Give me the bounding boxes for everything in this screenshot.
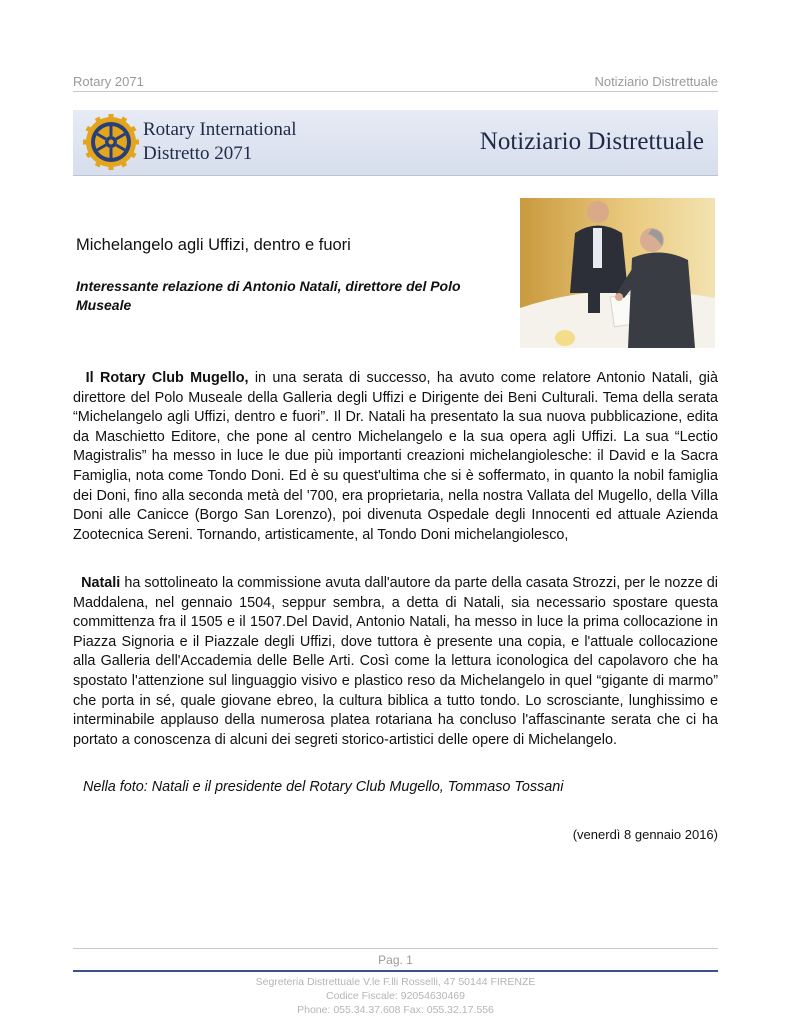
paragraph-2-text: ha sottolineato la commissione avuta dall'autore da parte della casata Strozzi, per le nozze di Maddalena, nel gennaio 1504, seppur sembra, a detta di Natali, sia necessario spostare questa committenza fra il 1505 e il 1507.Del David, Antonio Natali, ha messo in luce la prima collocazione in Piazza Signoria e il Piazzale degli Uffizi, dove tuttora è presente una copia, e l'attuale collocazione alla Galleria dell'Accademia delle Belle Arti. Così come la lettura iconologica del capolavoro che ha spostato l'attenzione sul linguaggio visivo e plastico reso da Michelangelo in quel “gigante di marmo” che porta in sé, quale giovane ebreo, la cultura biblica a tutto tondo. Lo scrosciante, lunghissimo e interminabile applauso della numerosa platea rotariana ha concluso l'affascinante serata che ci ha portato a conoscenza di alcuni dei segreti storico-artistici delle opere di Michelangelo.: [73, 575, 718, 748]
rotary-wheel-icon: [83, 114, 139, 170]
article-photo: [520, 198, 715, 348]
header-divider: [73, 91, 718, 92]
header-right-text: Notiziario Distrettuale: [594, 74, 718, 89]
footer-address: Segreteria Distrettuale V.le F.lli Rosselli, 47 50144 FIRENZE: [255, 976, 536, 988]
footer-phone: Phone: 055.34.37.608 Fax: 055.32.17.556: [297, 1004, 494, 1016]
newsletter-title: Notiziario Distrettuale: [479, 128, 704, 155]
article-paragraph-2: [73, 574, 718, 750]
district-name: Distretto 2071: [143, 143, 253, 164]
article-subtitle: Interessante relazione di Antonio Natali, direttore del Polo Museale: [76, 278, 461, 313]
page-number: Pag. 1: [378, 953, 413, 967]
paragraph-1-lead: Il Rotary Club Mugello,: [85, 370, 249, 386]
organization-name: Rotary International: [143, 119, 297, 140]
newsletter-banner: [73, 110, 718, 176]
header-left-text: Rotary 2071: [73, 74, 144, 89]
article-date: (venerdì 8 gennaio 2016): [572, 827, 718, 842]
footer-divider: [73, 948, 718, 949]
paragraph-1-text: in una serata di successo, ha avuto come relatore Antonio Natali, già direttore del Polo Museale della Galleria degli Uffizi e Dirigente dei Beni Culturali. Tema della serata “Michelangelo agli Uffizi, dentro e fuori”. Il Dr. Natali ha presentato la sua nuova pubblicazione, edita da Maschietto Editore, che pone al centro Michelangelo e la sua opera agli Uffizi. La sua “Lectio Magistralis” ha messo in luce le due più importanti creazioni michelangiolesche: il David e la Sacra Famiglia, nota come Tondo Doni. Ed è su quest'ultima che si è soffermato, in quanto la nobil famiglia dei Doni, fino alla seconda metà del '700, era proprietaria, nella nostra Vallata del Mugello, della Villa Doni alle Canicce (Borgo San Lorenzo), poi divenuta Ospedale degli Innocenti ed attuale Azienda Zootecnica Sereni. Tornando, artisticamente, al Tondo Doni michelangiolesco,: [73, 370, 718, 543]
footer-accent-line: [73, 970, 718, 972]
footer-fiscal-code: Codice Fiscale: 92054630469: [326, 990, 465, 1002]
article-title: Michelangelo agli Uffizi, dentro e fuori: [76, 236, 351, 254]
paragraph-2-lead: Natali: [81, 575, 121, 591]
photo-caption: Nella foto: Natali e il presidente del Rotary Club Mugello, Tommaso Tossani: [83, 779, 564, 795]
article-paragraph-1: [73, 369, 718, 545]
